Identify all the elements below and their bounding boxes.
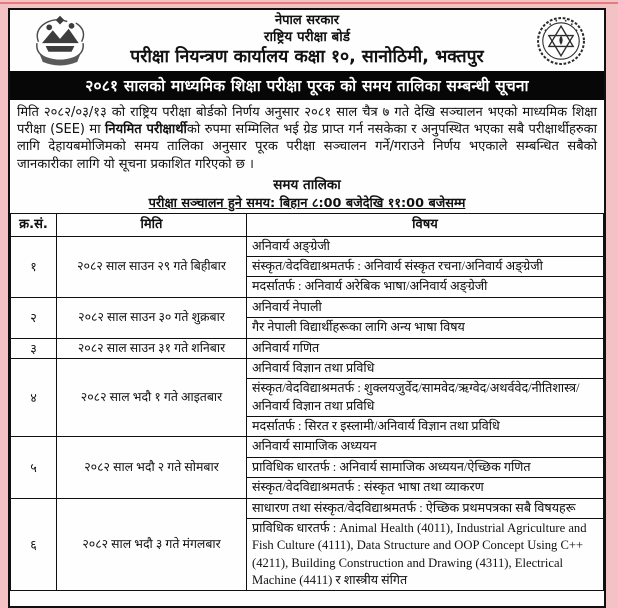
table-row: [11, 338, 604, 358]
table-row: [11, 437, 604, 457]
date-cell: २०८२ साल भदौ ३ गते मंगलबार: [57, 498, 247, 591]
serial-number-cell: ४: [11, 358, 57, 437]
nepal-government-emblem-icon: [24, 14, 96, 68]
subject-cell: मदर्सातर्फ : सिरत र इस्लामी/अनिवार्य विज्ञान तथा प्रविधि: [247, 417, 604, 437]
date-cell: २०८२ साल भदौ २ गते सोमबार: [57, 437, 247, 498]
notice-text-post: को रुपमा सम्मिलित भई ग्रेड प्राप्त गर्न नसकेका र अनुपस्थित भएका सबै परीक्षार्थीहरुका लागि देहायबमोजिमको समय तालिका अनुसार पूरक परीक्षा सञ्चालन गर्ने/गराउने निर्णय भएकाले सम्बन्धित सबैको जानकारीका लागि यो सूचना प्रकाशित गरिएको छ ।: [17, 121, 597, 172]
table-row: [11, 358, 604, 378]
notice-paragraph: [10, 100, 604, 174]
subject-cell: अनिवार्य नेपाली: [247, 297, 604, 317]
header-subject: विषय: [247, 213, 604, 236]
date-cell: २०८२ साल भदौ १ गते आइतबार: [57, 358, 247, 437]
table-row: [11, 297, 604, 317]
subject-cell: अनिवार्य सामाजिक अध्ययन: [247, 437, 604, 457]
government-line: नेपाल सरकार: [274, 13, 340, 28]
notice-text-bold: नियमित परीक्षार्थी: [105, 121, 187, 137]
top-accent-line: [0, 2, 618, 4]
subject-cell: साधारण तथा संस्कृत/वेदविद्याश्रमतर्फ : ऐच्छिक प्रथमपत्रका सबै विषयहरू: [247, 498, 604, 518]
subject-cell: संस्कृत/वेदविद्याश्रमतर्फ : शुक्लयजुर्वेद/सामवेद/ऋग्वेद/अथर्ववेद/नीतिशास्त्र/अनिवार्य विज्ञान तथा प्रविधि: [247, 379, 604, 417]
subject-cell: प्राविधिक धारतर्फ : अनिवार्य सामाजिक अध्ययन/ऐच्छिक गणित: [247, 457, 604, 477]
letterhead-text: [96, 13, 518, 69]
notice-document: [8, 8, 606, 608]
schedule-table: [10, 213, 604, 592]
board-line: राष्ट्रिय परीक्षा बोर्ड: [264, 28, 350, 45]
subject-cell: अनिवार्य अङ्ग्रेजी: [247, 236, 604, 256]
subject-cell: गैर नेपाली विद्यार्थीहरूका लागि अन्य भाषा विषय: [247, 318, 604, 338]
examination-board-seal-icon: [518, 14, 590, 68]
subject-cell: संस्कृत/वेदविद्याश्रमतर्फ : संस्कृत भाषा तथा व्याकरण: [247, 478, 604, 498]
exam-time-line: परीक्षा सञ्चालन हुने समय: बिहान ८:00 बजेदेखि ११:00 बजेसम्म: [148, 195, 466, 211]
serial-number-cell: १: [11, 236, 57, 297]
date-cell: २०८२ साल साउन २९ गते बिहीबार: [57, 236, 247, 297]
table-row: [11, 498, 604, 518]
notice-title-banner: २०८१ सालको माध्यमिक शिक्षा परीक्षा पूरक को समय तालिका सम्बन्धी सूचना: [10, 71, 604, 100]
serial-number-cell: २: [11, 297, 57, 338]
serial-number-cell: ५: [11, 437, 57, 498]
subject-cell: मदर्सातर्फ : अनिवार्य अरेबिक भाषा/अनिवार्य अङ्ग्रेजी: [247, 277, 604, 297]
subject-cell: संस्कृत/वेदविद्याश्रमतर्फ : अनिवार्य संस्कृत रचना/अनिवार्य अङ्ग्रेजी: [247, 257, 604, 277]
date-cell: २०८२ साल साउन ३० गते शुक्रबार: [57, 297, 247, 338]
header-serial-number: क्र.सं.: [11, 213, 57, 236]
serial-number-cell: ३: [11, 338, 57, 358]
subject-cell: अनिवार्य गणित: [247, 338, 604, 358]
table-header-row: [11, 213, 604, 236]
serial-number-cell: ६: [11, 498, 57, 591]
notice-text-pre: मिति २०८२/०३/१३ को राष्ट्रिय परीक्षा बोर्डको निर्णय अनुसार २०८१ साल चैत्र ७ गते देखि सञ्चालन भएको माध्यमिक शिक्षा परीक्षा (SEE) मा: [17, 104, 597, 137]
schedule-heading: समय तालिका: [273, 176, 341, 193]
office-line: परीक्षा नियन्त्रण कार्यालय कक्षा १०, सानोठिमी, भक्तपुर: [130, 47, 484, 68]
subject-cell: अनिवार्य विज्ञान तथा प्रविधि: [247, 358, 604, 378]
schedule-table-body: [11, 236, 604, 591]
letterhead: [10, 10, 604, 71]
header-date: मिति: [57, 213, 247, 236]
subject-cell: प्राविधिक धारतर्फ : Animal Health (4011), Industrial Agriculture and Fish Culture (4111), Data Structure and OOP Concept Using C++ (4211), Building Construction and Drawing (4311), Electrical Machine (4411) र शास्त्रीय संगित: [247, 518, 604, 591]
table-row: [11, 236, 604, 256]
date-cell: २०८२ साल साउन ३१ गते शनिबार: [57, 338, 247, 358]
